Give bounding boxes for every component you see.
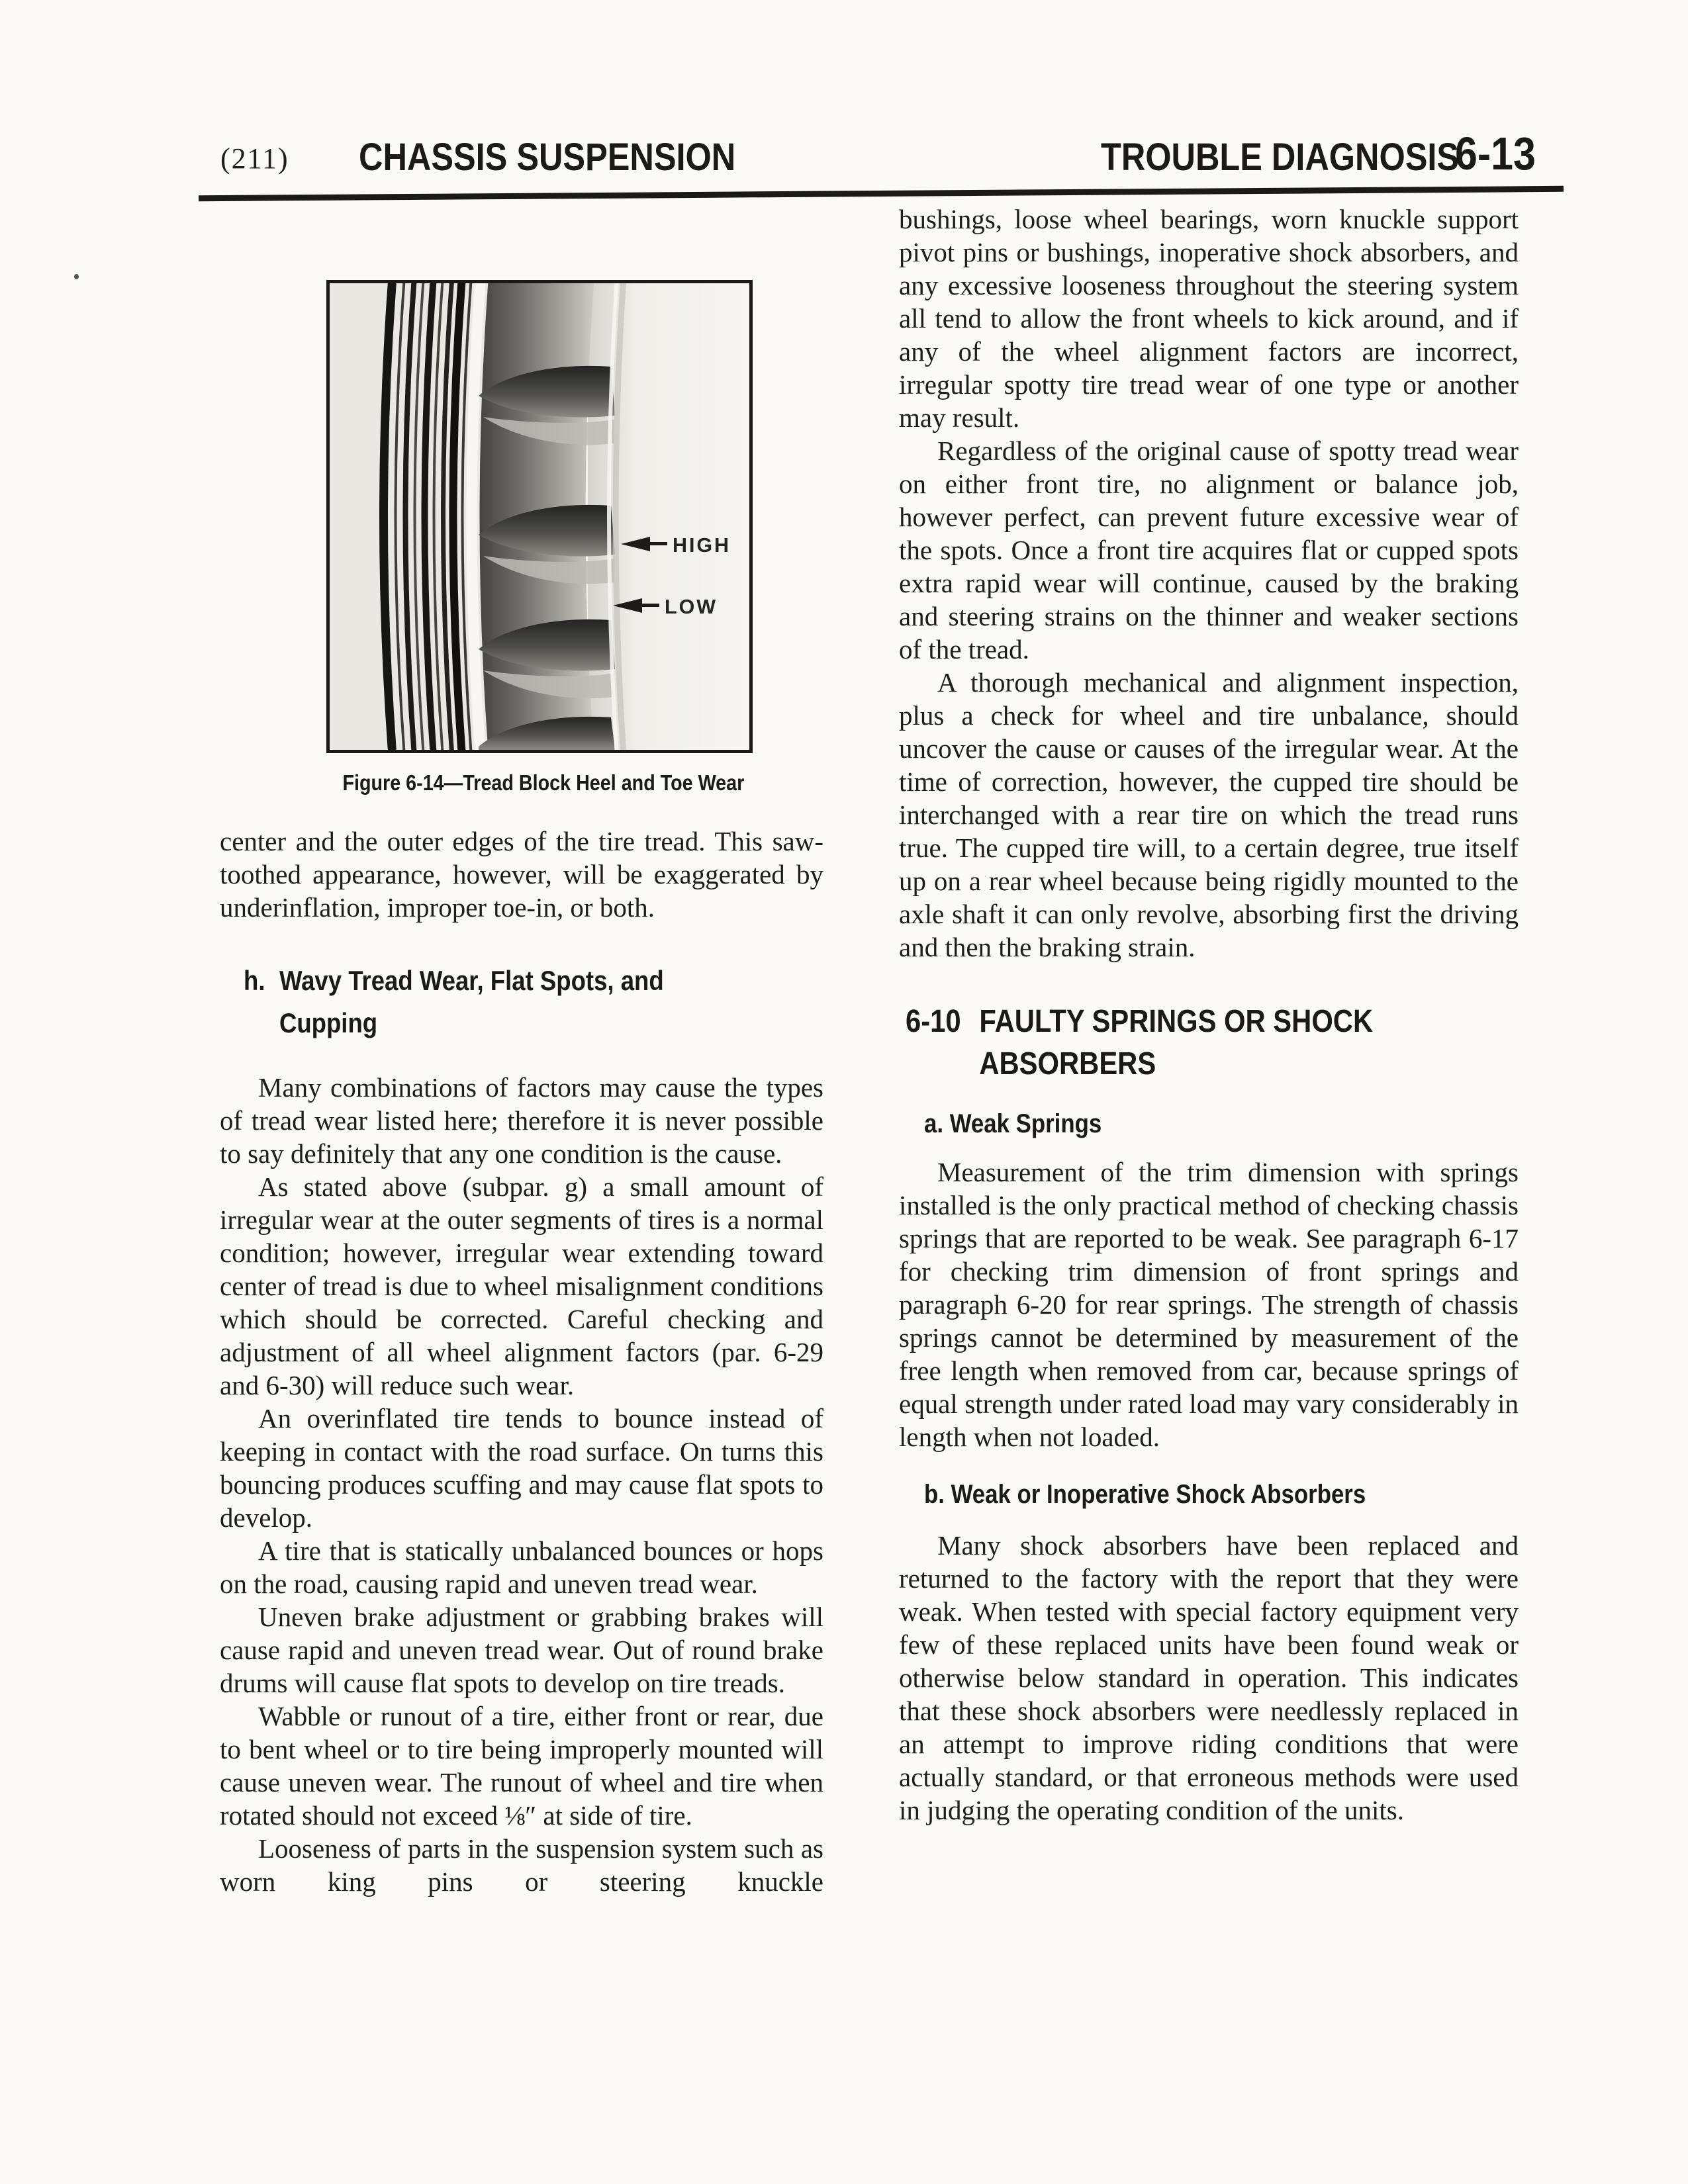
right-column bbox=[899, 203, 1519, 1827]
paragraph: An overinflated tire tends to bounce instead of keeping in contact with the road surface. On turns this bouncing produces scuffing and may cause flat spots to develop. bbox=[220, 1403, 823, 1533]
high-label: HIGH bbox=[673, 533, 731, 557]
paragraph: A tire that is statically unbalanced bounces or hops on the road, causing rapid and uneven tread wear. bbox=[220, 1535, 823, 1599]
paragraph: As stated above (subpar. g) a small amount of irregular wear at the outer segments of tires is a normal condition; however, irregular wear extending toward center of tread is due to wheel misalignment conditions which should be corrected. Careful checking and adjustment of all wheel alignment factors (par. 6-29 and 6-30) will reduce such wear. bbox=[220, 1171, 823, 1400]
paragraph: Many shock absorbers have been replaced and returned to the factory with the report that they were weak. When tested with special factory equipment very few of these replaced units have been found weak or otherwise below standard in operation. This indicates that these shock absorbers were needlessly replaced in an attempt to improve riding conditions that were actually standard, or that erroneous methods were used in judging the operating condition of the units. bbox=[899, 1530, 1519, 1825]
subheading-h-prefix: h. bbox=[244, 965, 265, 996]
scan-speck bbox=[74, 274, 79, 279]
subheading-h-line2: Cupping bbox=[279, 1007, 378, 1038]
paragraph: bushings, loose wheel bearings, worn knuckle support pivot pins or bushings, inoperative shock absorbers, and any excessive looseness throughout the steering system all tend to allow the front wheels to kick around, and if any of the wheel alignment factors are incorrect, irregular spotty tire tread wear of one type or another may result. bbox=[899, 204, 1519, 433]
subheading-h-text bbox=[279, 960, 664, 1044]
figure-6-14-frame bbox=[326, 280, 753, 753]
subheading-h-line1: Wavy Tread Wear, Flat Spots, and bbox=[279, 965, 664, 996]
section-heading-number: 6-10 bbox=[906, 1004, 961, 1039]
paragraph: A thorough mechanical and alignment inspection, plus a check for wheel and tire unbalance, should uncover the cause or causes of the irregular wear. At the time of correction, however, the cupped tire should be interchanged with a rear tire on which the tread runs true. The cupped tire will, to a certain degree, true itself up on a rear wheel because being rigidly mounted to the axle shaft it can only revolve, absorbing first the driving and then the braking strain. bbox=[899, 667, 1519, 962]
tire-tread-photo bbox=[330, 283, 749, 750]
section-heading-text bbox=[979, 1001, 1373, 1085]
section-heading-6-10 bbox=[906, 1001, 1439, 1085]
subheading-a: a. Weak Springs bbox=[924, 1109, 1102, 1138]
paragraph: Regardless of the original cause of spotty tread wear on either front tire, no alignment or balance job, however perfect, can prevent future excessive wear of the spots. Once a front tire acquires flat or cupped spots extra rapid wear will continue, caused by the braking and steering strains on the thinner and weaker sections of the tread. bbox=[899, 435, 1519, 664]
figure-caption: Figure 6-14—Tread Block Heel and Toe Wear bbox=[342, 770, 745, 795]
section-heading-line1: FAULTY SPRINGS OR SHOCK bbox=[979, 1004, 1374, 1039]
left-column bbox=[220, 825, 823, 1898]
subheading-b: b. Weak or Inoperative Shock Absorbers bbox=[924, 1480, 1366, 1509]
subheading-h bbox=[244, 960, 748, 1044]
paragraph: Looseness of parts in the suspension system such as worn king pins or steering knuckle bbox=[220, 1833, 823, 1897]
section-title-right: TROUBLE DIAGNOSIS bbox=[1101, 136, 1460, 179]
low-label: LOW bbox=[665, 595, 718, 618]
paragraph: center and the outer edges of the tire tread. This saw-toothed appearance, however, will be exaggerated by underinflation, improper toe-in, or both. bbox=[220, 826, 823, 923]
page-code: 6-13 bbox=[1455, 128, 1536, 179]
paragraph: Wabble or runout of a tire, either front or rear, due to bent wheel or to tire being improperly mounted will cause uneven wear. The runout of wheel and tire when rotated should not exceed ⅛″ at side of tire. bbox=[220, 1701, 823, 1831]
paragraph: Uneven brake adjustment or grabbing brakes will cause rapid and uneven tread wear. Out of round brake drums will cause flat spots to develop on tire treads. bbox=[220, 1602, 823, 1698]
page-number: (211) bbox=[220, 142, 289, 175]
paragraph: Measurement of the trim dimension with springs installed is the only practical method of checking chassis springs that are reported to be weak. See paragraph 6-17 for checking trim dimension of front springs and paragraph 6-20 for rear springs. The strength of chassis springs cannot be determined by measurement of the free length when removed from car, because springs of equal strength under rated load may vary considerably in length when not loaded. bbox=[899, 1157, 1519, 1452]
section-title-left: CHASSIS SUSPENSION bbox=[359, 136, 736, 179]
header-rule bbox=[199, 186, 1564, 201]
section-heading-line2: ABSORBERS bbox=[979, 1046, 1156, 1081]
paragraph: Many combinations of factors may cause the types of tread wear listed here; therefore it is never possible to say definitely that any one condition is the cause. bbox=[220, 1072, 823, 1169]
